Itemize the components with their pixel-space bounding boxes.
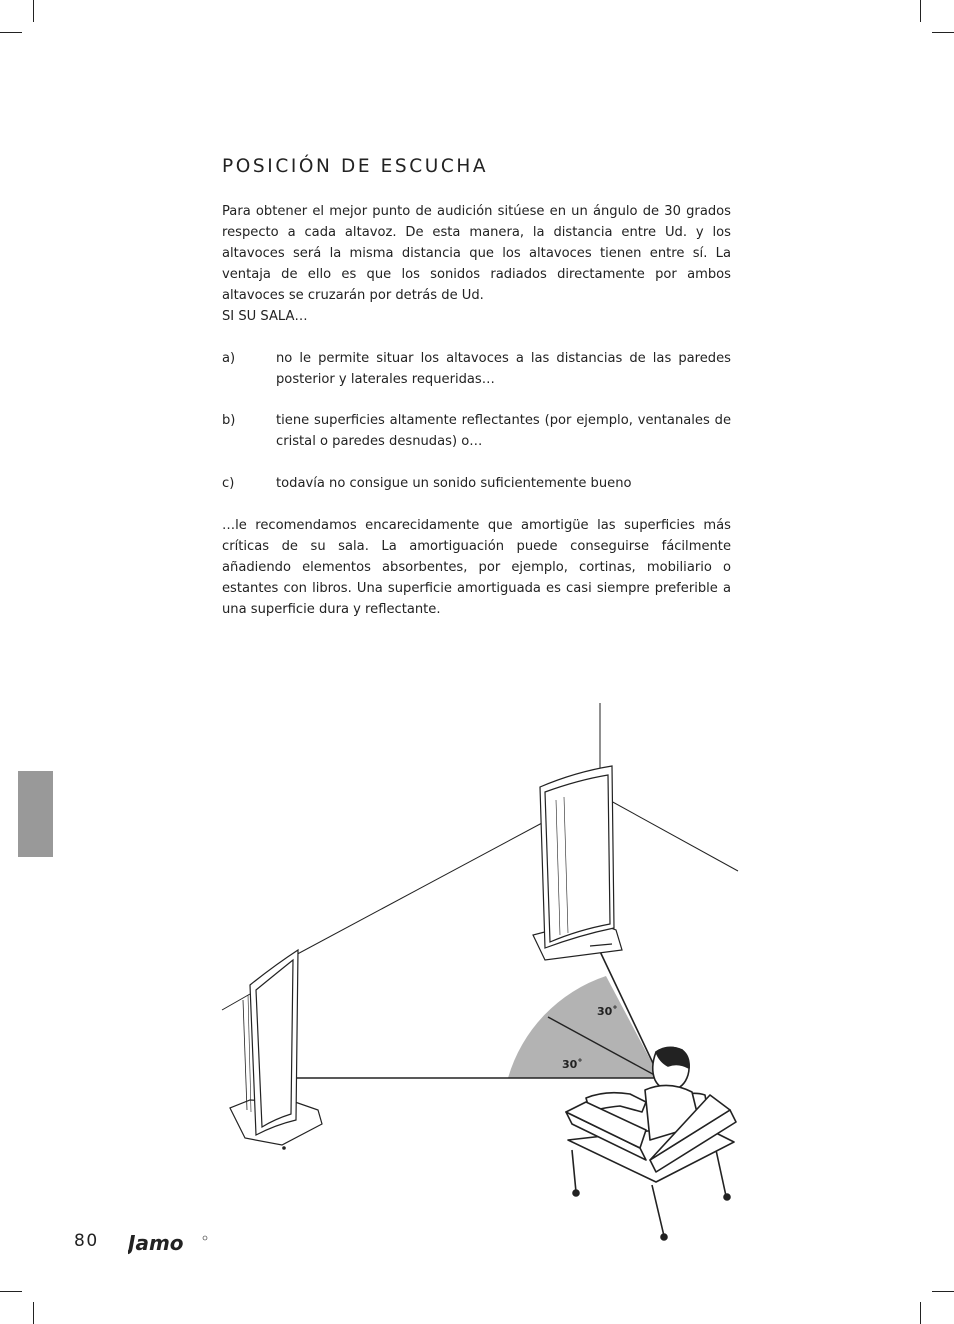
list-item-text: todavía no consigue un sonido suficientemente bueno: [276, 476, 632, 491]
wall-right-line: [600, 795, 738, 871]
jamo-logo: [128, 1231, 210, 1255]
page-title: POSICIÓN DE ESCUCHA: [222, 156, 489, 177]
angle-wedge: [508, 976, 660, 1078]
list-item-label: a): [222, 351, 236, 366]
wall-left-line-2: [222, 994, 250, 1010]
list-item-text: no le permite situar los altavoces a las distancias de las paredes posterior y laterales requeridas…: [276, 351, 731, 387]
list-item-text: tiene superficies altamente reflectantes (por ejemplo, ventanales de cristal o paredes desnudas) o…: [276, 413, 731, 449]
conclusion-paragraph: …le recomendamos encarecidamente que amortigüe las superficies más críticas de su sala. La amortiguación puede conseguirse fácilmente añadiendo elementos absorbentes, por ejemplo, cortinas, mobiliario o estantes con libros. Una superficie amortiguada es casi siempre preferible a una superficie dura y reflectante.: [222, 518, 731, 617]
angle-label-lower: 30˚: [562, 1058, 583, 1071]
page-number: 80: [74, 1231, 99, 1251]
room-heading: SI SU SALA…: [222, 309, 308, 324]
list-item-label: c): [222, 476, 235, 491]
svg-text:Jamo: Jamo: [128, 1231, 184, 1255]
angle-label-upper: 30˚: [597, 1005, 618, 1018]
list-item-label: b): [222, 413, 236, 428]
intro-paragraph: Para obtener el mejor punto de audición sitúese en un ángulo de 30 grados respecto a cada altavoz. De esta manera, la distancia entre Ud. y los altavoces será la misma distancia que los altavoces tienen entre sí. La ventaja de ello es que los sonidos radiados directamente por ambos altavoces se cruzarán por detrás de Ud.: [222, 204, 731, 303]
wall-left-line: [290, 823, 542, 958]
front-speaker: [230, 950, 322, 1149]
rear-speaker: [533, 766, 622, 960]
